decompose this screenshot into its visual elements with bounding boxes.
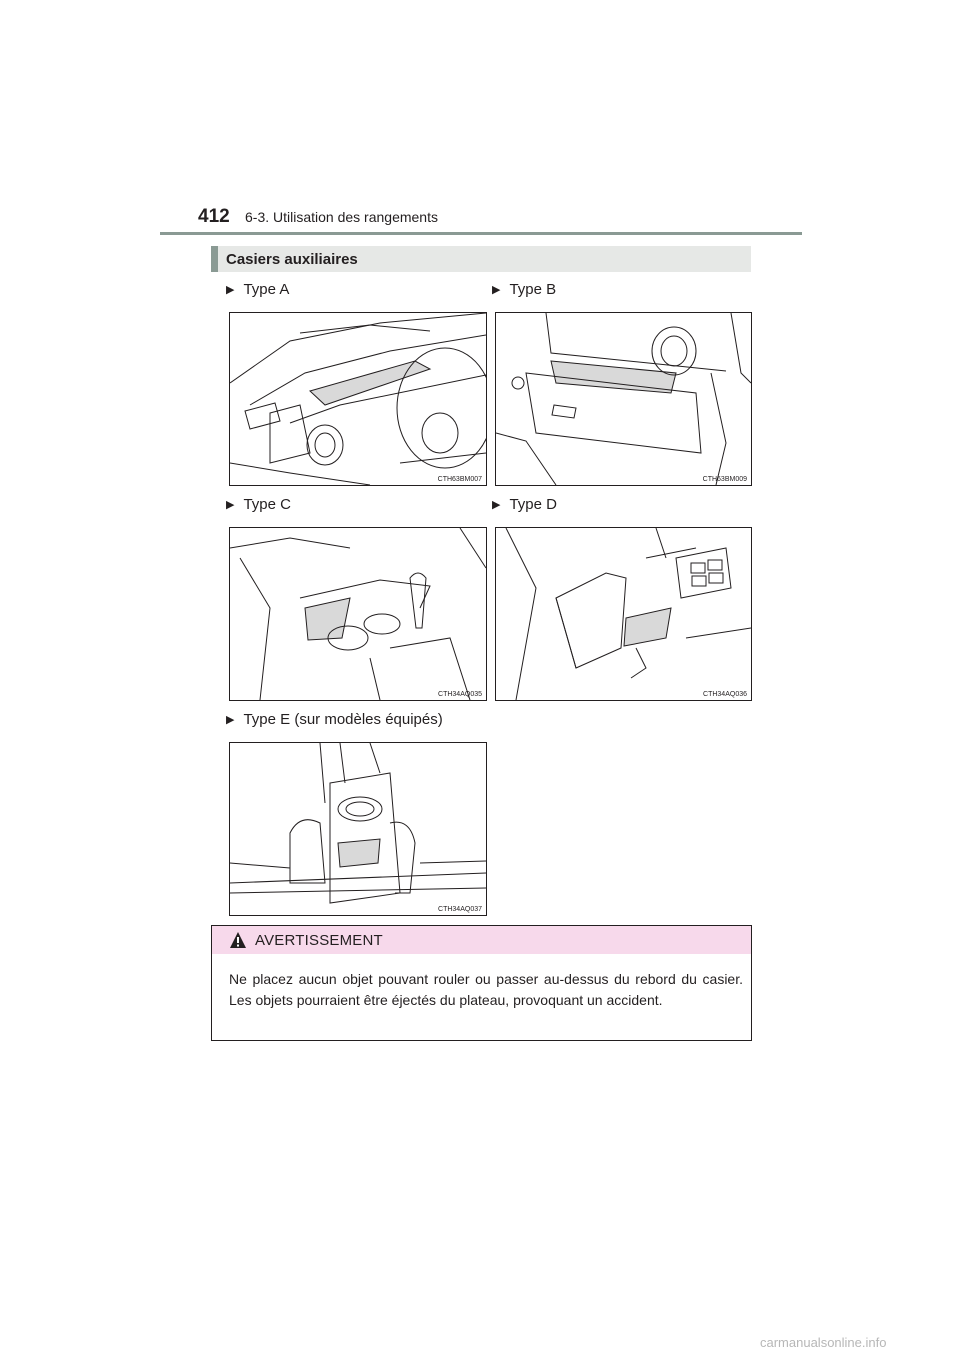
warning-triangle-icon [229, 931, 247, 949]
glovebox-illustration [496, 313, 751, 485]
type-c-label [226, 496, 291, 513]
page-number: 412 [198, 206, 230, 227]
triangle-bullet-icon: ▶ [226, 714, 235, 726]
type-a-text: Type A [243, 281, 290, 298]
figure-code: CTH34AQ036 [703, 691, 747, 698]
figure-code: CTH34AQ035 [438, 691, 482, 698]
type-d-text: Type D [509, 496, 557, 513]
figure-type-b [495, 312, 752, 486]
warning-title: AVERTISSEMENT [255, 931, 383, 949]
figure-type-e [229, 742, 487, 916]
warning-box [211, 925, 752, 1041]
dashboard-illustration [230, 313, 486, 485]
center-console-illustration [230, 528, 486, 700]
triangle-bullet-icon: ▶ [226, 284, 235, 296]
figure-code: CTH63BM009 [702, 476, 747, 483]
type-d-label [492, 496, 557, 513]
armrest-illustration [496, 528, 751, 700]
figure-code: CTH63BM007 [437, 476, 482, 483]
warning-header [212, 926, 751, 955]
header-rule [160, 232, 802, 235]
watermark: carmanualsonline.info [760, 1335, 887, 1350]
section-heading [211, 246, 751, 272]
type-b-text: Type B [509, 281, 557, 298]
figure-code: CTH34AQ037 [438, 906, 482, 913]
rear-console-illustration [230, 743, 486, 915]
chapter-title: 6-3. Utilisation des rangements [245, 209, 438, 225]
section-accent [211, 246, 218, 272]
type-a-label [226, 281, 289, 298]
triangle-bullet-icon: ▶ [226, 499, 235, 511]
type-e-text: Type E (sur modèles équipés) [243, 711, 443, 728]
triangle-bullet-icon: ▶ [492, 284, 501, 296]
figure-type-a [229, 312, 487, 486]
type-b-label [492, 281, 556, 298]
type-e-label [226, 711, 443, 728]
triangle-bullet-icon: ▶ [492, 499, 501, 511]
warning-text: Ne placez aucun objet pouvant rouler ou passer au-dessus du rebord du casier. Les objets pourraient être éjectés du plateau, provoquant un accident. [229, 971, 743, 1008]
type-c-text: Type C [243, 496, 291, 513]
section-title: Casiers auxiliaires [226, 250, 358, 268]
figure-type-c [229, 527, 487, 701]
figure-type-d [495, 527, 752, 701]
